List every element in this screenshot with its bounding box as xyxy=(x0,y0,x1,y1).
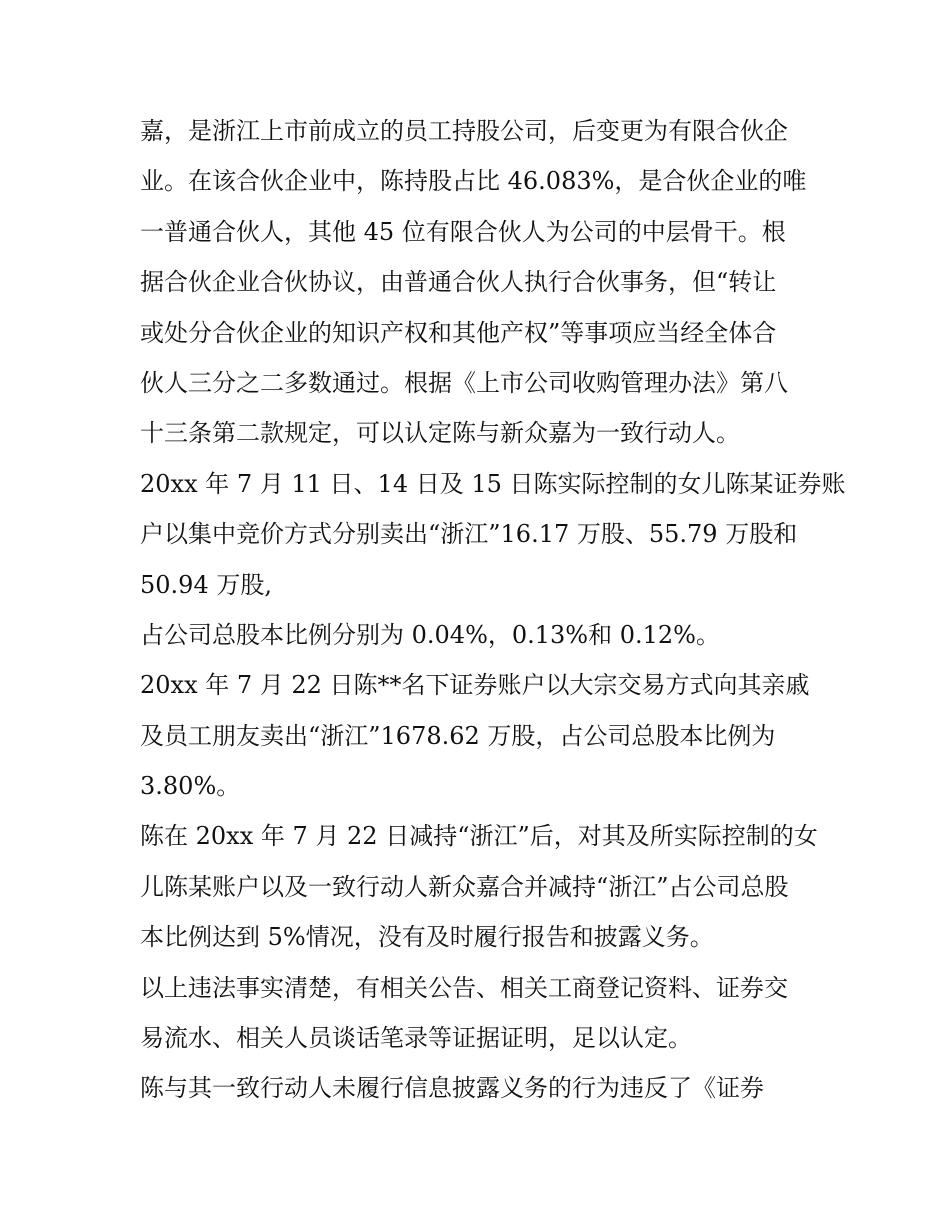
paragraph-evidence xyxy=(140,963,820,1064)
text-line: 嘉，是浙江上市前成立的员工持股公司，后变更为有限合伙企 xyxy=(140,117,788,145)
text-line: 20xx 年 7 月 11 日、14 日及 15 日陈实际控制的女儿陈某证券账 xyxy=(140,469,846,498)
text-line: 易流水、相关人员谈话笔录等证据证明，足以认定。 xyxy=(140,1024,692,1053)
text-line: 业。在该合伙企业中，陈持股占比 46.083%，是合伙企业的唯 xyxy=(140,167,807,196)
paragraph-sale-ratios xyxy=(140,610,820,660)
text-line: 儿陈某账户以及一致行动人新众嘉合并减持“浙江”占公司总股 xyxy=(140,872,789,901)
text-line: 据合伙企业合伙协议，由普通合伙人执行合伙事务，但“转让 xyxy=(140,268,777,297)
text-line: 陈与其一致行动人未履行信息披露义务的行为违反了《证券 xyxy=(140,1074,764,1103)
paragraph-disclosure-failure xyxy=(140,811,820,962)
text-line: 十三条第二款规定，可以认定陈与新众嘉为一致行动人。 xyxy=(140,419,740,448)
text-line: 陈在 20xx 年 7 月 22 日减持“浙江”后，对其及所实际控制的女 xyxy=(140,822,818,851)
paragraph-block-trade xyxy=(140,660,820,811)
text-line: 20xx 年 7 月 22 日陈**名下证券账户以大宗交易方式向其亲戚 xyxy=(140,671,810,700)
text-line: 伙人三分之二多数通过。根据《上市公司收购管理办法》第八 xyxy=(140,368,788,397)
paragraph-partnership xyxy=(140,106,820,459)
text-line: 占公司总股本比例分别为 0.04%，0.13%和 0.12%。 xyxy=(140,620,720,649)
paragraph-daughter-sales xyxy=(140,459,846,610)
text-line: 本比例达到 5%情况，没有及时履行报告和披露义务。 xyxy=(140,923,714,952)
text-line: 以上违法事实清楚，有相关公告、相关工商登记资料、证券交 xyxy=(140,973,788,1002)
text-line: 50.94 万股, xyxy=(140,570,272,599)
paragraph-violation xyxy=(140,1063,820,1113)
text-line: 一普通合伙人，其他 45 位有限合伙人为公司的中层骨干。根 xyxy=(140,217,786,246)
text-line: 户以集中竞价方式分别卖出“浙江”16.17 万股、55.79 万股和 xyxy=(140,520,798,549)
document-body xyxy=(140,106,846,1114)
text-line: 及员工朋友卖出“浙江”1678.62 万股，占公司总股本比例为 xyxy=(140,721,776,750)
text-line: 或处分合伙企业的知识产权和其他产权”等事项应当经全体合 xyxy=(140,318,777,347)
text-line: 3.80%。 xyxy=(140,772,241,801)
